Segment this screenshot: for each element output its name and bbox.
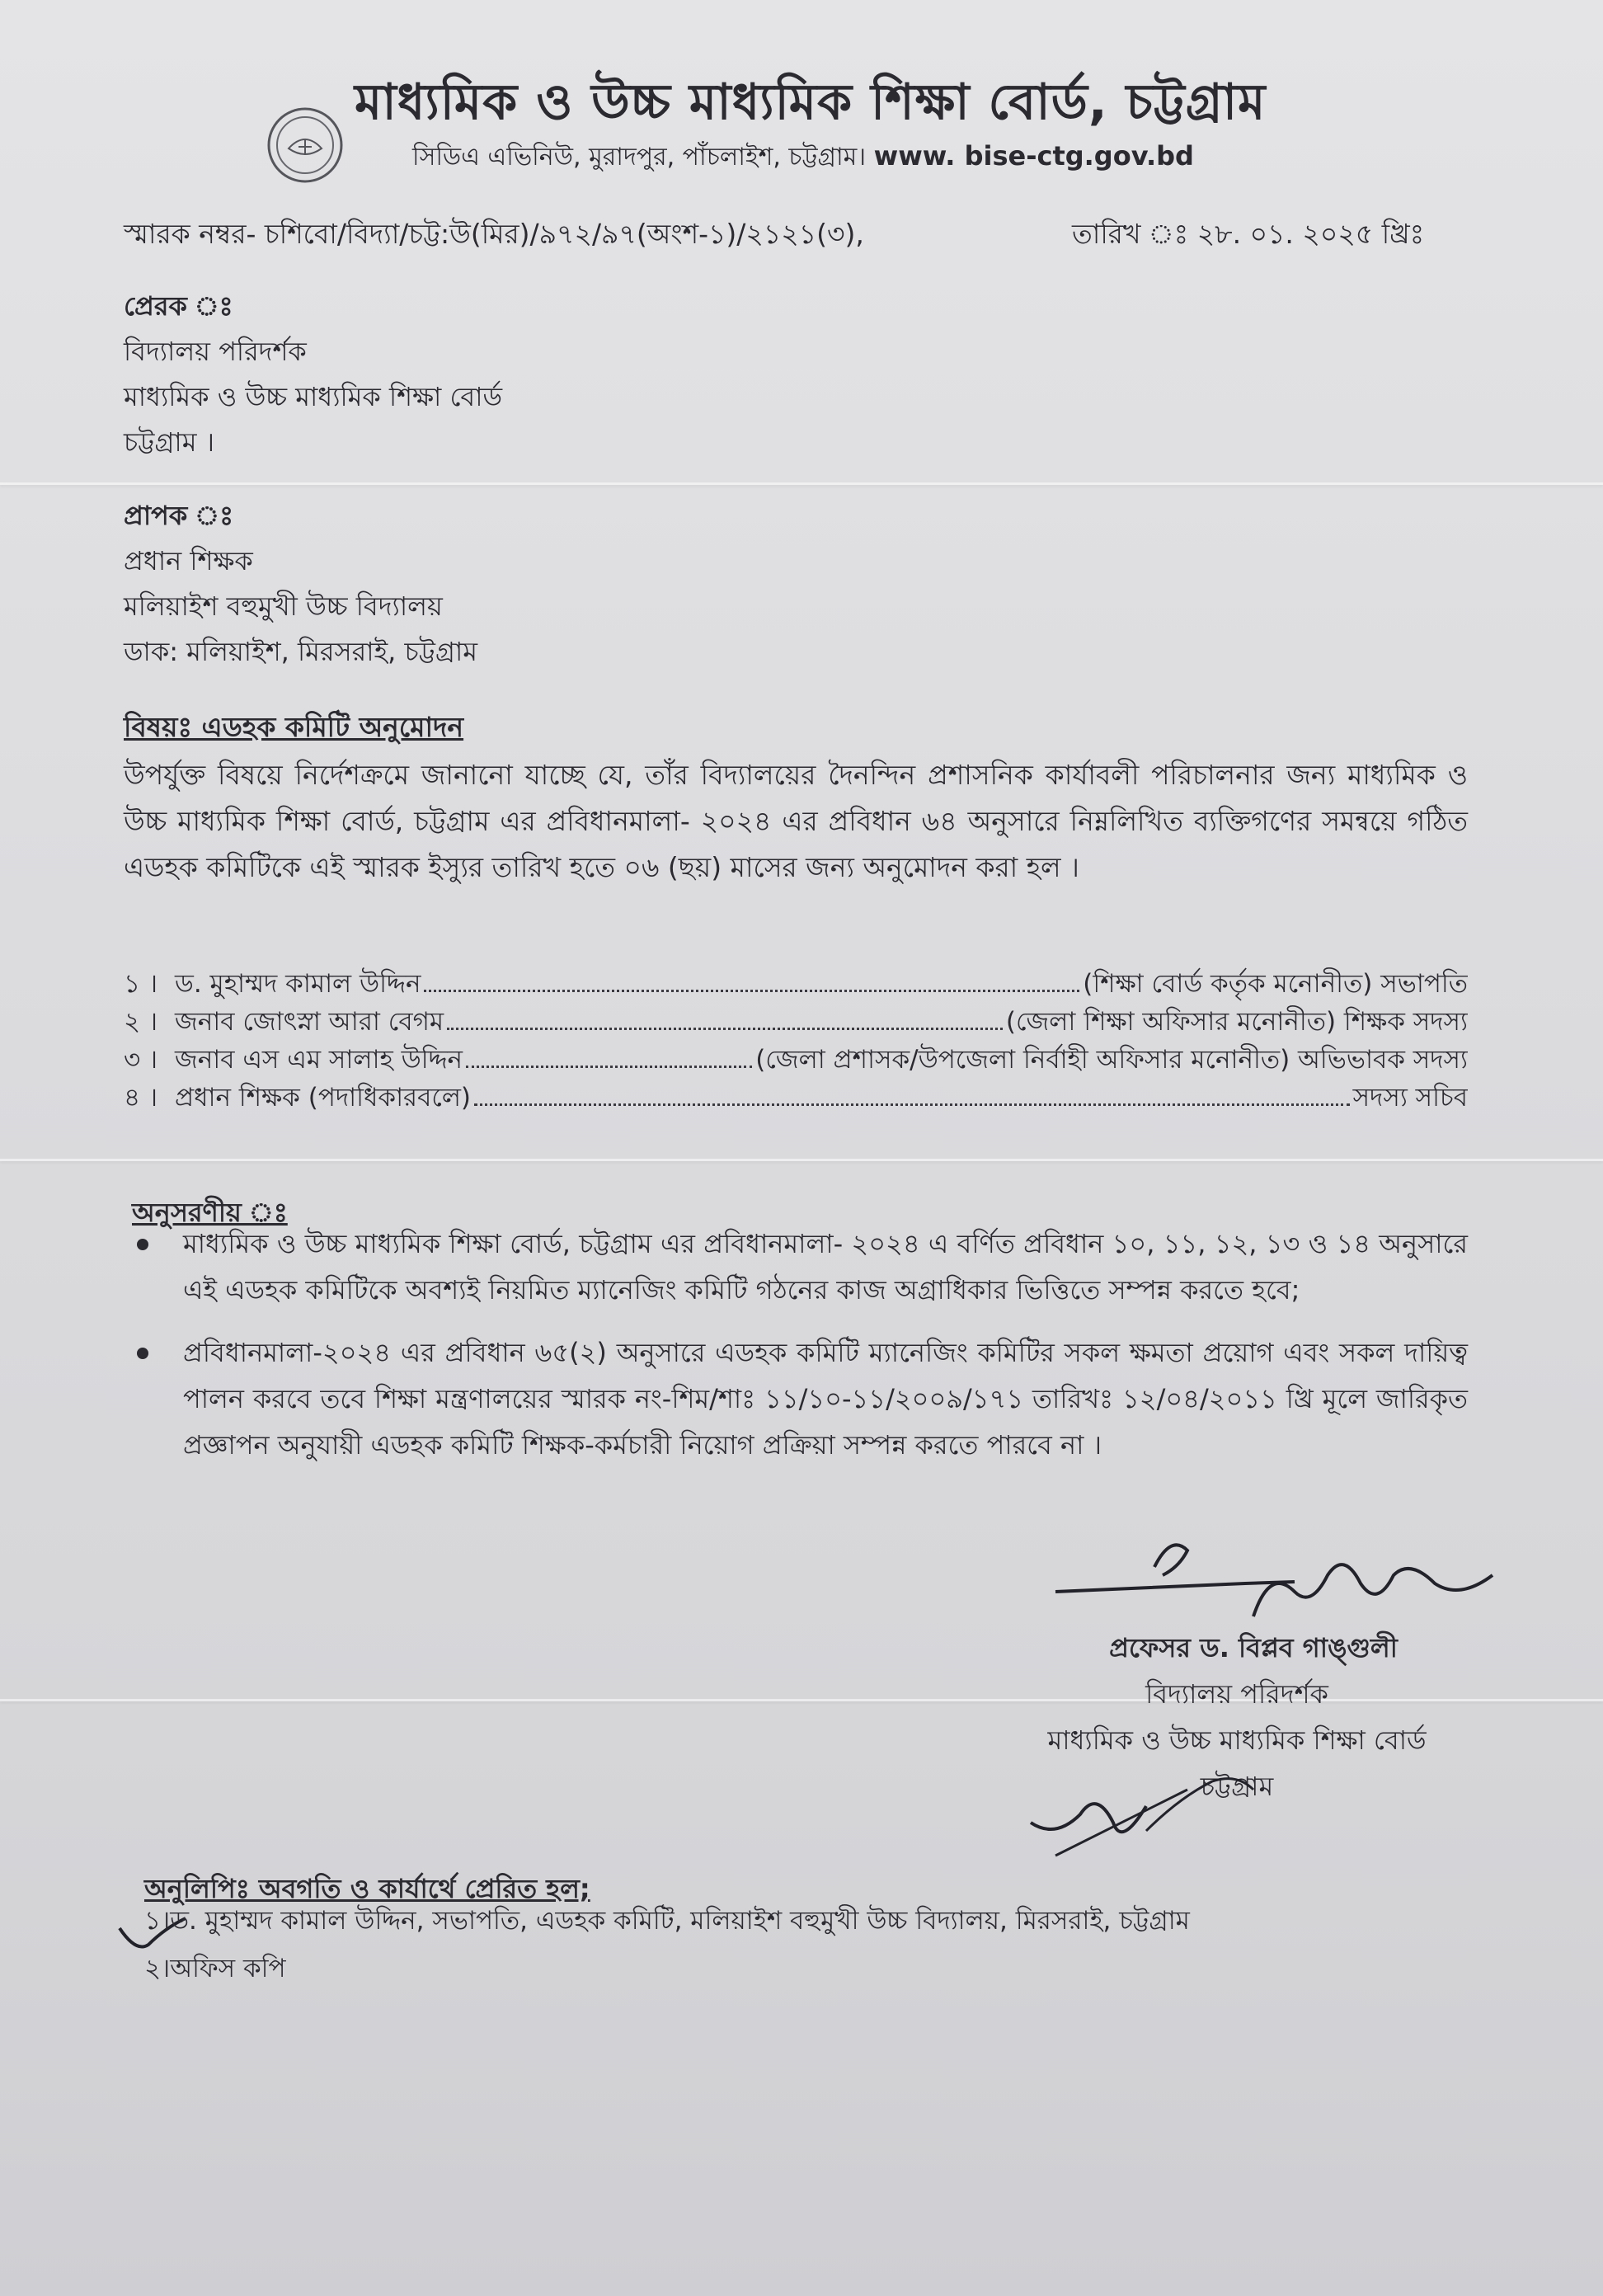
sender-label: প্রেরক ঃ [124, 290, 233, 322]
copy-item: ১।ড. মুহাম্মদ কামাল উদ্দিন, সভাপতি, এডহক কমিটি, মলিয়াইশ বহুমুখী উচ্চ বিদ্যালয়, মিরসরাই, চট্টগ্রাম [144, 1906, 1190, 1936]
sender-line: বিদ্যালয় পরিদর্শক [124, 336, 307, 367]
recipient-line: প্রধান শিক্ষক [124, 545, 253, 576]
board-address [412, 137, 1194, 179]
copy-item: ২।অফিস কপি [144, 1954, 286, 1983]
body-paragraph: উপর্যুক্ত বিষয়ে নির্দেশক্রমে জানানো যাচ্ছে যে, তাঁর বিদ্যালয়ের দৈনন্দিন প্রশাসনিক কার্যাবলী পরিচালনার জন্য মাধ্যমিক ও উচ্চ মাধ্যমিক শিক্ষা বোর্ড, চট্টগ্রাম এর প্রবিধানমালা- ২০২৪ এর প্রবিধান ৬৪ অনুসারে নিম্নলিখিত ব্যক্তিগণের সমন্বয়ে গঠিত এডহক কমিটিকে এই স্মারক ইস্যুর তারিখ হতে ০৬ (ছয়) মাসের জন্য অনুমোদন করা হল । [124, 759, 1468, 883]
memo-number: স্মারক নম্বর- চশিবো/বিদ্যা/চট্ট:উ(মির)/৯৭২/৯৭(অংশ-১)/২১২১(৩), [124, 218, 864, 250]
member-role: (জেলা প্রশাসক/উপজেলা নির্বাহী অফিসার মনোনীত) অভিভাবক সদস্য [755, 1045, 1468, 1075]
recipient-line: ডাক: মলিয়াইশ, মিরসরাই, চট্টগ্রাম [124, 636, 477, 667]
member-name: প্রধান শিক্ষক (পদাধিকারবলে) [175, 1083, 472, 1113]
member-role: (জেলা শিক্ষা অফিসার মনোনীত) শিক্ষক সদস্য [1005, 1007, 1468, 1037]
member-row [124, 1041, 1468, 1079]
signatory-office: মাধ্যমিক ও উচ্চ মাধ্যমিক শিক্ষা বোর্ড [1047, 1724, 1427, 1756]
signatory-title: বিদ্যালয় পরিদর্শক [1145, 1678, 1328, 1710]
copy-title: অনুলিপিঃ অবগতি ও কার্যার্থে প্রেরিত হল; [144, 1873, 590, 1904]
member-index: ৩ । [124, 1045, 158, 1075]
paper-fold [0, 1159, 1603, 1161]
follow-item [132, 1329, 1468, 1468]
board-name: মাধ্যমিক ও উচ্চ মাধ্যমিক শিক্ষা বোর্ড, চট্টগ্রাম [355, 73, 1267, 131]
follow-text: প্রবিধানমালা-২০২৪ এর প্রবিধান ৬৫(২) অনুসারে এডহক কমিটি ম্যানেজিং কমিটির সকল ক্ষমতা প্রয়োগ এবং সকল দায়িত্ব পালন করবে তবে শিক্ষা মন্ত্রণালয়ের স্মারক নং-শিম/শাঃ ১১/১০-১১/২০০৯/১৭১ তারিখঃ ১২/০৪/২০১১ খ্রি মূলে জারিকৃত প্রজ্ঞাপন অনুযায়ী এডহক কমিটি শিক্ষক-কর্মচারী নিয়োগ প্রক্রিয়া সম্পন্ন করতে পারবে না । [183, 1337, 1468, 1461]
member-name: জনাব এস এম সালাহ উদ্দিন [175, 1045, 463, 1075]
member-name: জনাব জোৎস্না আরা বেগম [175, 1007, 444, 1037]
recipient-line: মলিয়াইশ বহুমুখী উচ্চ বিদ্যালয় [124, 590, 443, 622]
paper-fold [0, 482, 1603, 485]
dot-leader [447, 1003, 1003, 1030]
member-index: ৪ । [124, 1083, 158, 1113]
follow-text: মাধ্যমিক ও উচ্চ মাধ্যমিক শিক্ষা বোর্ড, চট্টগ্রাম এর প্রবিধানমালা- ২০২৪ এ বর্ণিত প্রবিধান ১০, ১১, ১২, ১৩ ও ১৪ অনুসারে এই এডহক কমিটিকে অবশ্যই নিয়মিত ম্যানেজিং কমিটি গঠনের কাজ অগ্রাধিকার ভিত্তিতে সম্পন্ন করতে হবে; [183, 1228, 1468, 1306]
dot-leader [474, 1079, 1350, 1106]
member-name: ড. মুহাম্মদ কামাল উদ্দিন [175, 969, 421, 999]
initials-image [1022, 1748, 1286, 1864]
member-list [124, 965, 1468, 1117]
member-index: ২ । [124, 1007, 158, 1037]
sender-line: চট্টগ্রাম । [124, 426, 215, 458]
member-row [124, 965, 1468, 1003]
signature-image [1047, 1517, 1542, 1633]
member-row [124, 1003, 1468, 1041]
sender-line: মাধ্যমিক ও উচ্চ মাধ্যমিক শিক্ষা বোর্ড [124, 381, 503, 412]
recipient-label: প্রাপক ঃ [124, 500, 234, 531]
subject-line: বিষয়ঃ এডহক কমিটি অনুমোদন [124, 711, 464, 743]
memo-date: তারিখ ঃ ২৮. ০১. ২০২৫ খ্রিঃ [1072, 218, 1425, 250]
signatory-name: প্রফেসর ড. বিপ্লব গাঙ্গুলী [1109, 1632, 1398, 1663]
dot-leader [466, 1041, 752, 1068]
recipient-block [124, 493, 477, 675]
follow-list [132, 1221, 1468, 1484]
board-seal-icon [266, 106, 345, 185]
signatory-city: চট্টগ্রাম [1200, 1771, 1274, 1802]
dot-leader [424, 965, 1079, 992]
sender-block [124, 284, 502, 465]
bullet-icon [137, 1239, 148, 1250]
website-link[interactable]: www. bise-ctg.gov.bd [873, 140, 1194, 172]
member-role: সদস্য সচিব [1352, 1083, 1468, 1113]
member-index: ১ । [124, 969, 158, 999]
follow-title: অনুসরণীয় ঃ [132, 1197, 288, 1228]
member-row [124, 1079, 1468, 1117]
member-role: (শিক্ষা বোর্ড কর্তৃক মনোনীত) সভাপতি [1083, 969, 1468, 999]
memo-line [124, 213, 1542, 259]
follow-item [132, 1221, 1468, 1313]
address-text: সিডিএ এভিনিউ, মুরাদপুর, পাঁচলাইশ, চট্টগ্রাম। [412, 143, 867, 172]
bullet-icon [137, 1348, 148, 1359]
copy-list [144, 1897, 1190, 1993]
